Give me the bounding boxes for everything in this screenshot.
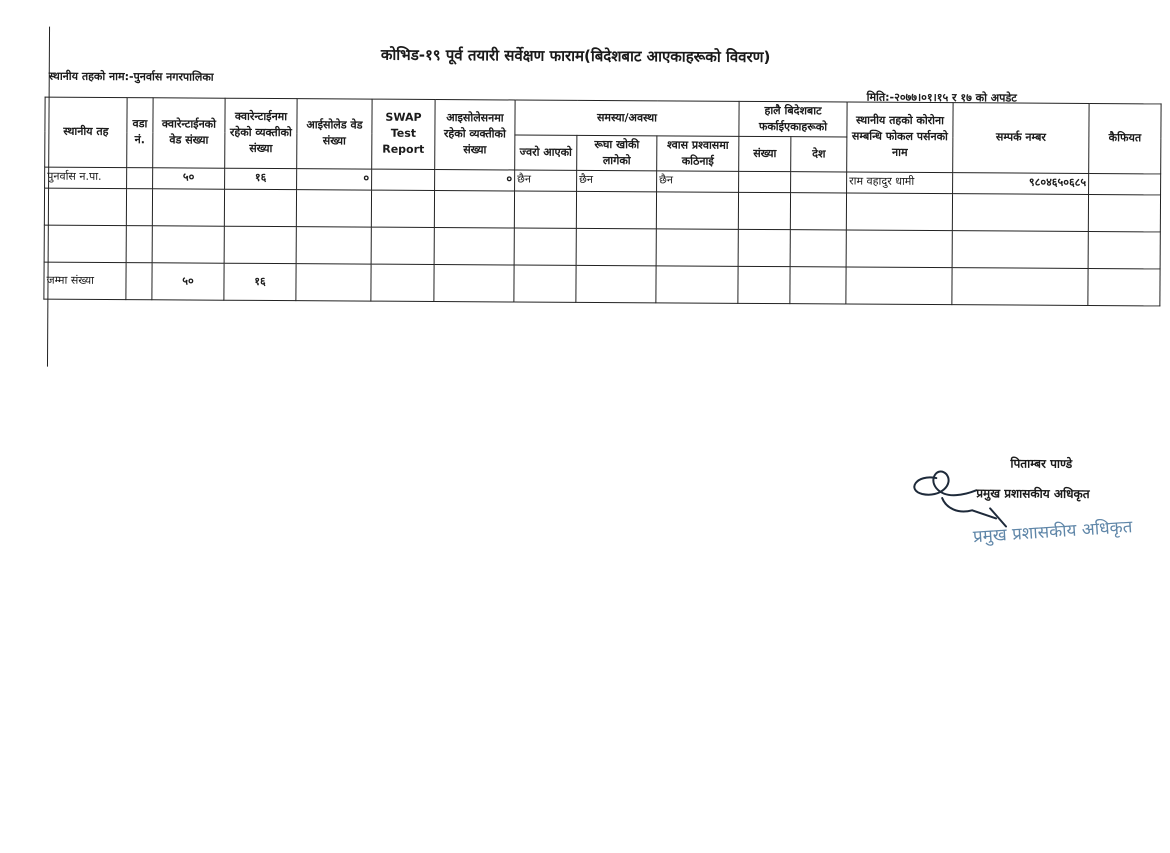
col-local-level: स्थानीय तह (45, 97, 127, 167)
col-contact-number: सम्पर्क नम्बर (953, 103, 1089, 174)
cell-returnee-count (739, 171, 791, 192)
col-quarantine-beds: क्वारेन्टाईनको वेड संख्या (153, 98, 225, 168)
signatory-name: पिताम्बर पाण्डे (1010, 456, 1073, 471)
col-focal-person: स्थानीय तहको कोरोना सम्बन्धि फोकल पर्सनको नाम (847, 102, 953, 172)
cell-remarks (1089, 173, 1161, 194)
cell-ward-no (127, 167, 153, 188)
col-problem-status: समस्या/अवस्था (515, 100, 739, 136)
col-swap-test: SWAP Test Report (372, 99, 435, 169)
survey-table (43, 97, 1161, 307)
total-label: जम्मा संख्या (44, 262, 126, 300)
cell-fever: छैन (515, 170, 577, 191)
cell-isolated-beds: ० (297, 168, 372, 189)
local-body-name: स्थानीय तहको नाम:-पुनर्वास नगरपालिका (48, 69, 214, 84)
col-cough: रूघा खोकी लागेको (577, 135, 657, 170)
col-ward-no: वडा नं. (127, 98, 153, 168)
signature-block (898, 454, 1149, 566)
signatory-title: प्रमुख प्रशासकीय अधिकृत (976, 486, 1090, 501)
cell-quarantine-persons: १६ (225, 168, 297, 189)
col-fever: ज्वरो आएको (515, 135, 577, 170)
col-returnee-country: देश (791, 137, 847, 172)
cell-returnee-country (791, 171, 847, 192)
col-recent-returnees: हालै बिदेशबाट फर्काईएकाहरूको (739, 101, 847, 137)
total-row (44, 262, 1160, 306)
col-breathing: श्वास प्रश्वासमा कठिनाई (657, 136, 739, 171)
cell-breathing: छैन (657, 171, 739, 193)
update-date: मिति:-२०७७।०१।१५ र १७ को अपडेट (866, 90, 1017, 105)
header-row-1 (45, 97, 1161, 139)
col-isolated-beds: आईसोलेड वेड संख्या (297, 99, 372, 169)
cell-quarantine-beds: ५० (153, 168, 225, 189)
col-returnee-count: संख्या (739, 136, 791, 171)
total-quarantine-beds: ५० (152, 263, 224, 300)
cell-focal-person: राम वहादुर धामी (847, 172, 953, 194)
cell-swap-test (372, 169, 435, 190)
official-stamp: प्रमुख प्रशासकीय अधिकृत (972, 517, 1133, 548)
col-quarantine-persons: क्वारेन्टाईनमा रहेको व्यक्तीको संख्या (225, 98, 297, 168)
cell-contact-number: ९८०४६५०६८५ (953, 172, 1089, 194)
col-isolation-persons: आइसोलेसनमा रहेको व्यक्तीको संख्या (435, 99, 515, 169)
cell-cough: छैन (577, 170, 657, 191)
form-title: कोभिड-१९ पूर्व तयारी सर्वेक्षण फाराम(बिदेशबाट आएकाहरूको विवरण) (380, 45, 771, 67)
col-remarks: कैफियत (1089, 103, 1161, 173)
cell-isolation-persons: ० (435, 169, 515, 190)
cell-local-level: पुनर्वास न.पा. (45, 167, 127, 189)
total-quarantine-persons: १६ (224, 263, 296, 300)
